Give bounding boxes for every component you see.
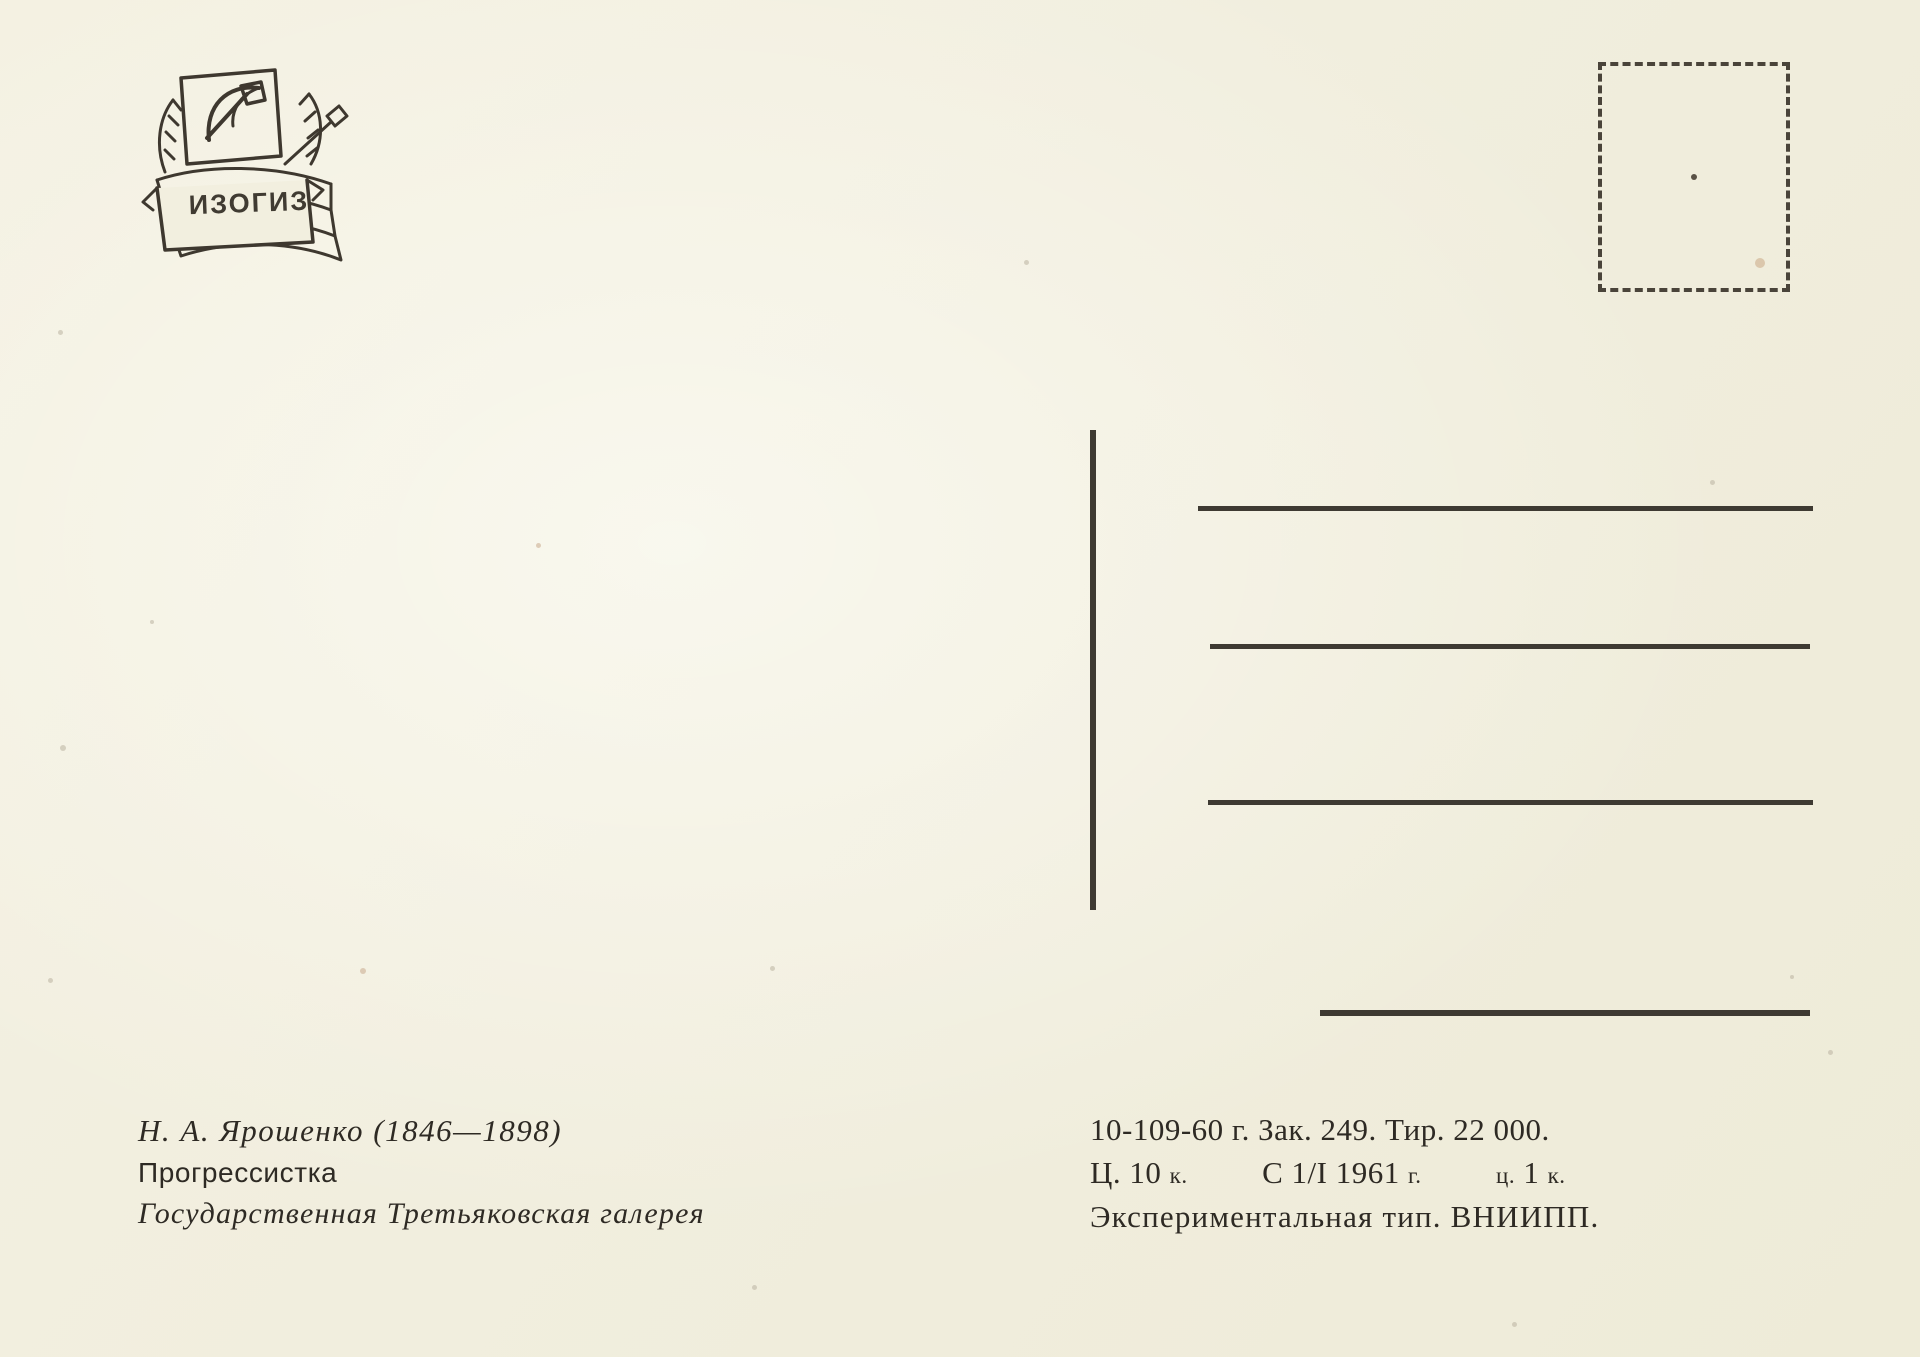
imprint-price-value: 10: [1129, 1155, 1162, 1191]
imprint-line-2: [1090, 1151, 1599, 1194]
paper-speck: [1828, 1050, 1833, 1055]
imprint-signed-date: 1/I: [1291, 1155, 1328, 1191]
caption-museum: Государственная Третьяковская галерея: [138, 1196, 705, 1230]
address-line-3: [1208, 800, 1813, 805]
izogiz-emblem-icon: [135, 60, 365, 275]
imprint-cost-value: 1: [1523, 1155, 1540, 1191]
address-line-2: [1210, 644, 1810, 649]
paper-speck: [360, 968, 366, 974]
address-divider-rule: [1090, 430, 1096, 910]
print-imprint: [1090, 1108, 1599, 1238]
imprint-line-3: Экспериментальная тип. ВНИИПП.: [1090, 1198, 1600, 1234]
address-line-1: [1198, 506, 1813, 511]
paper-speck: [48, 978, 53, 983]
imprint-line-1: 10-109-60 г. Зак. 249. Тир. 22 000.: [1090, 1112, 1550, 1147]
imprint-signed-year-unit: г.: [1407, 1163, 1422, 1189]
stamp-placement-box: [1598, 62, 1790, 292]
artwork-caption: [138, 1110, 705, 1235]
izogiz-wordmark: ИЗОГИЗ: [188, 185, 310, 221]
stamp-box-center-dot: [1691, 174, 1697, 180]
paper-speck: [770, 966, 775, 971]
paper-speck: [150, 620, 154, 624]
paper-speck: [60, 745, 66, 751]
izogiz-emblem: [135, 60, 365, 275]
address-line-4: [1320, 1010, 1810, 1016]
paper-speck: [752, 1285, 757, 1290]
paper-speck: [1710, 480, 1715, 485]
imprint-signed-year: 1961: [1335, 1155, 1400, 1191]
paper-speck: [1790, 975, 1794, 979]
imprint-price-label: Ц.: [1090, 1155, 1122, 1191]
imprint-signed-label: С: [1262, 1155, 1284, 1191]
imprint-price-unit: к.: [1169, 1163, 1188, 1189]
paper-speck: [1512, 1322, 1517, 1327]
caption-artist: Н. А. Ярошенко (1846—1898): [138, 1113, 563, 1148]
paper-speck: [58, 330, 63, 335]
imprint-cost-label: ц.: [1496, 1163, 1516, 1189]
paper-speck: [536, 543, 541, 548]
imprint-cost-unit: к.: [1547, 1163, 1566, 1189]
paper-speck: [1024, 260, 1029, 265]
caption-title: Прогрессистка: [138, 1156, 338, 1188]
